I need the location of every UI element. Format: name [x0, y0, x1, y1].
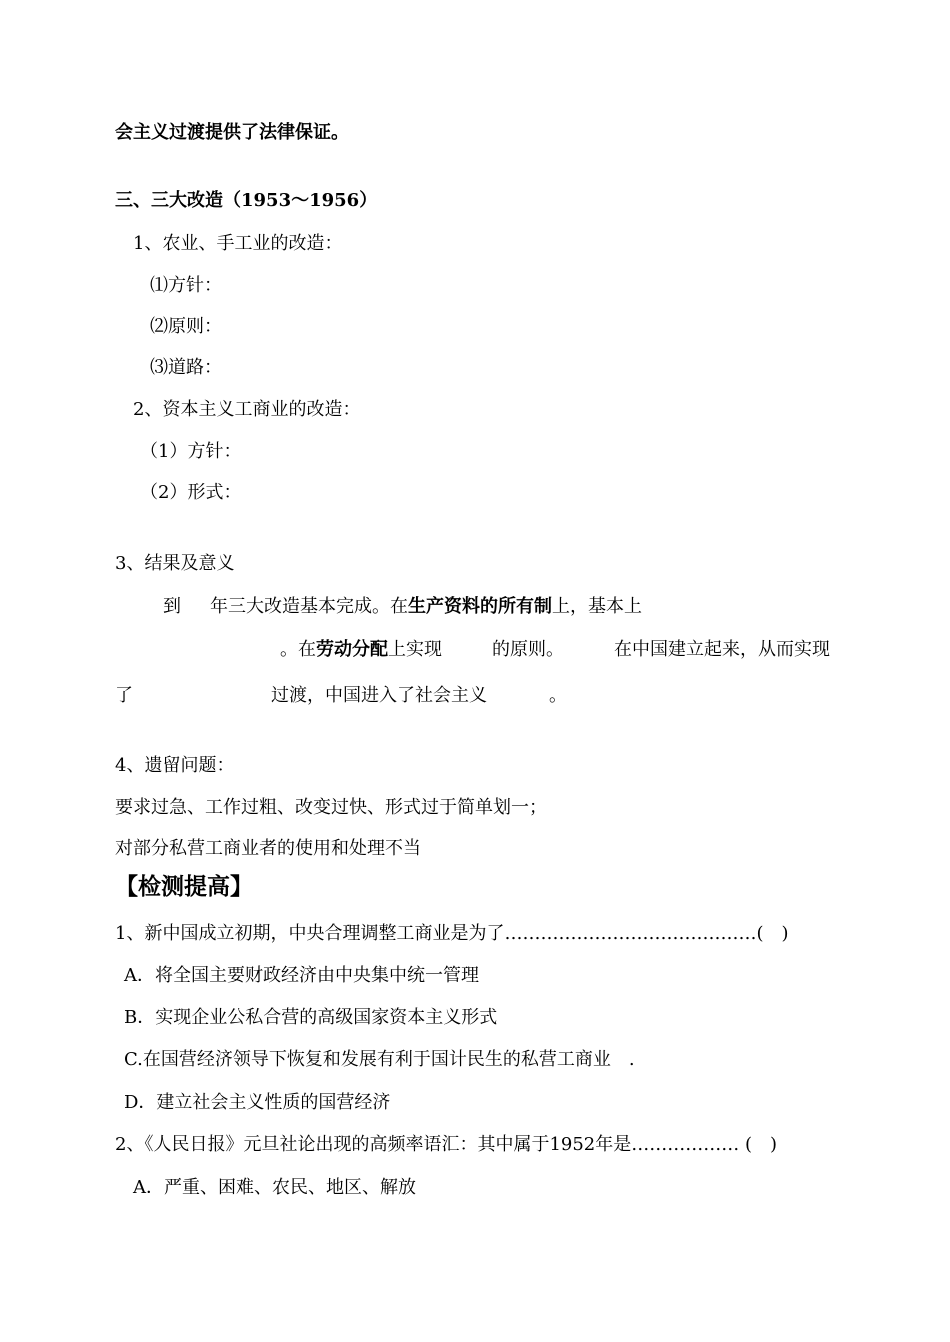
item1-point-2: ⑵原则：	[150, 316, 222, 337]
result-line3-c: 。	[549, 685, 567, 706]
result-line2-first	[280, 638, 442, 662]
intro-tail-text: 会主义过渡提供了法律保证。	[115, 122, 349, 143]
result-line2-a: 。在	[280, 639, 316, 660]
result-line2-d: 在中国建立起来，从而实现	[614, 639, 830, 660]
item1-title: 1、农业、手工业的改造：	[133, 233, 343, 254]
question-1-option-b: B．实现企业公私合营的高级国家资本主义形式	[124, 1007, 498, 1028]
question-1-stem: 1、新中国成立初期，中央合理调整工商业是为了……………………………………( )	[115, 923, 789, 944]
item3-title: 3、结果及意义	[115, 553, 235, 574]
result-line3-b: 过渡，中国进入了社会主义	[271, 685, 487, 706]
result-line1-bold: 生产资料的所有制	[408, 596, 552, 617]
result-line2-c: 的原则。	[492, 639, 564, 660]
test-section-heading: 【检测提高】	[115, 873, 253, 900]
result-line1-b: 年三大改造基本完成。在	[210, 596, 408, 617]
question-1-option-a: A．将全国主要财政经济由中央集中统一管理	[124, 965, 479, 986]
item4-line-2: 对部分私营工商业者的使用和处理不当	[115, 838, 421, 859]
result-line3-a: 了	[115, 685, 133, 706]
question-1-option-c: C.在国营经济领导下恢复和发展有利于国计民生的私营工商业 .	[124, 1049, 635, 1070]
question-2-option-a: A．严重、困难、农民、地区、解放	[133, 1177, 416, 1198]
question-1-option-d: D．建立社会主义性质的国营经济	[124, 1092, 391, 1113]
result-line1-a: 到	[163, 596, 181, 617]
section3-title: 三、三大改造（1953～1956）	[115, 190, 378, 211]
item2-point-2: （2）形式：	[140, 482, 242, 503]
item2-point-1: （1）方针：	[140, 441, 242, 462]
question-2-stem: 2、《人民日报》元旦社论出现的高频率语汇：其中属于1952年是……………… ( )	[115, 1134, 778, 1155]
result-line1-rest	[210, 595, 642, 619]
item1-point-3: ⑶道路：	[150, 357, 222, 378]
result-line2-b: 上实现	[388, 639, 442, 660]
result-line1-c: 上，基本上	[552, 596, 642, 617]
result-line2-bold: 劳动分配	[316, 639, 388, 660]
item4-line-1: 要求过急、工作过粗、改变过快、形式过于简单划一；	[115, 797, 547, 818]
item1-point-1: ⑴方针：	[150, 275, 222, 296]
item4-title: 4、遗留问题：	[115, 755, 235, 776]
item2-title: 2、资本主义工商业的改造：	[133, 399, 361, 420]
